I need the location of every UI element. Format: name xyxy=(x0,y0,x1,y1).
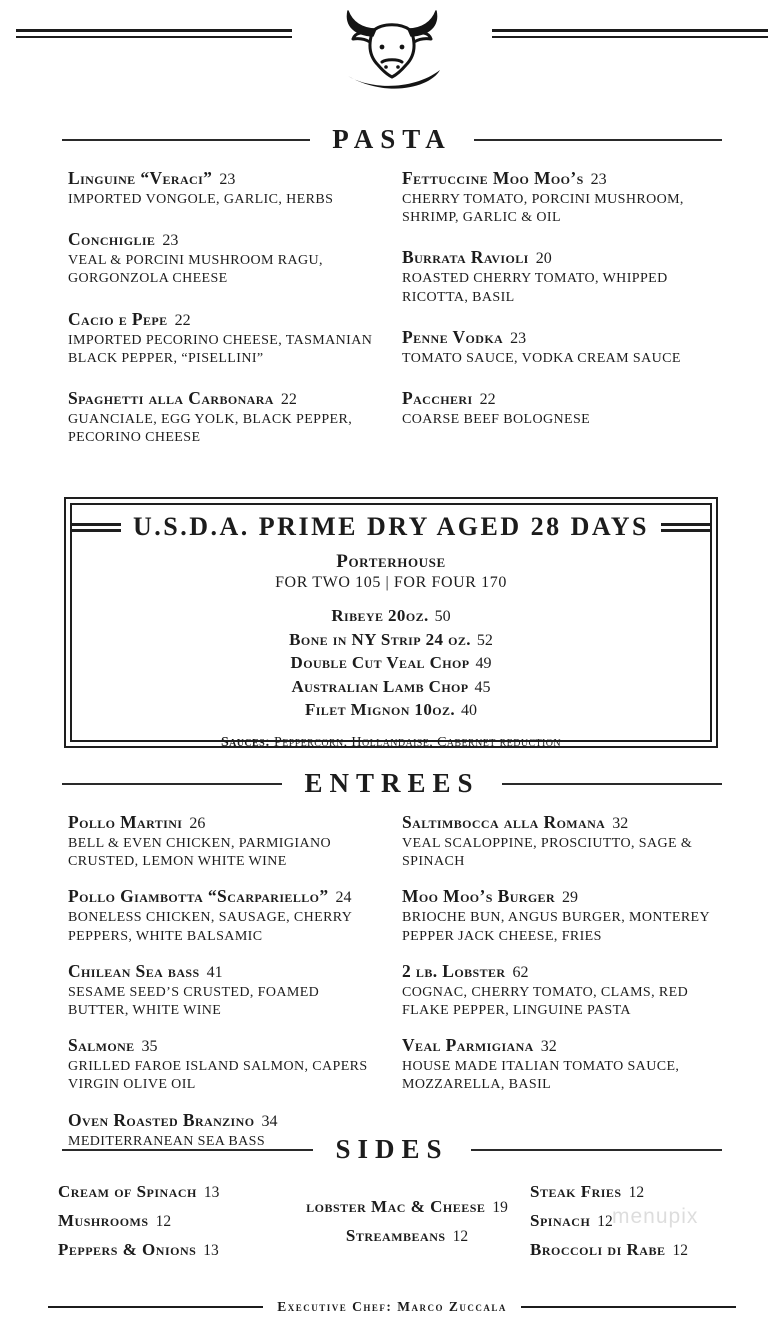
menu-item xyxy=(68,961,376,1020)
porterhouse-detail: FOR TWO 105 | FOR FOUR 170 xyxy=(275,574,507,591)
item-name: Linguine “Veraci” xyxy=(68,168,213,188)
divider-line xyxy=(62,1149,313,1151)
divider-line xyxy=(502,783,722,785)
item-price: 20 xyxy=(535,250,552,268)
menu-item xyxy=(68,168,376,209)
item-name: Australian Lamb Chop xyxy=(291,676,469,696)
pasta-left-column xyxy=(68,168,402,467)
restaurant-logo xyxy=(292,0,492,99)
sides-section-header xyxy=(62,1134,722,1165)
entrees-left-column xyxy=(68,812,402,1166)
item-desc: ROASTED CHERRY TOMATO, WHIPPED RICOTTA, BASIL xyxy=(402,271,668,305)
side-item xyxy=(530,1182,730,1202)
watermark: menupix xyxy=(612,1205,699,1228)
item-price: 40 xyxy=(461,702,478,719)
item-desc: CHERRY TOMATO, PORCINI MUSHROOM, SHRIMP, GARLIC & OIL xyxy=(402,192,684,226)
item-desc: TOMATO SAUCE, VODKA CREAM SAUCE xyxy=(402,350,681,366)
item-price: 52 xyxy=(476,631,493,649)
item-name: Steak Fries xyxy=(530,1182,622,1201)
item-name: Broccoli di Rabe xyxy=(530,1240,666,1259)
item-name: Pollo Giambotta “Scarpariello” xyxy=(68,886,329,907)
executive-chef-credit: Executive Chef: Marco Zuccala xyxy=(277,1299,507,1314)
item-name: Moo Moo’s Burger xyxy=(402,886,556,907)
entrees-right-column xyxy=(402,812,720,1166)
item-desc: IMPORTED PECORINO CHEESE, TASMANIAN BLACK PEPPER, “PISELLINI” xyxy=(68,332,373,366)
item-name: Cacio e Pepe xyxy=(68,308,168,329)
item-desc: VEAL SCALOPPINE, PROSCIUTTO, SAGE & SPINACH xyxy=(402,836,693,870)
item-name: Oven Roasted Branzino xyxy=(68,1109,255,1130)
item-desc: BONELESS CHICKEN, SAUSAGE, CHERRY PEPPERS, WHITE BALSAMIC xyxy=(68,910,352,944)
item-name: Salmone xyxy=(68,1035,135,1056)
item-desc: IMPORTED VONGOLE, GARLIC, HERBS xyxy=(68,192,334,207)
item-price: 23 xyxy=(510,329,527,347)
side-item xyxy=(289,1197,525,1217)
item-name: Paccheri xyxy=(402,387,473,408)
item-name: Mushrooms xyxy=(58,1211,149,1230)
footer xyxy=(48,1299,736,1315)
steak-list xyxy=(72,605,710,723)
item-price: 12 xyxy=(628,1184,645,1201)
item-desc: GUANCIALE, EGG YOLK, BLACK PEPPER, PECORINO CHEESE xyxy=(68,411,353,446)
steak-item xyxy=(72,676,710,700)
dry-aged-box-inner xyxy=(70,503,712,750)
menu-item xyxy=(68,1035,376,1094)
item-price: 23 xyxy=(162,232,179,250)
item-price: 26 xyxy=(189,815,206,832)
pasta-section-header xyxy=(62,124,722,155)
item-desc: COGNAC, CHERRY TOMATO, CLAMS, RED FLAKE PEPPER, LINGUINE PASTA xyxy=(402,984,689,1018)
item-price: 41 xyxy=(206,963,223,981)
section-title-sides: SIDES xyxy=(335,1134,449,1164)
item-name: Spinach xyxy=(530,1211,591,1230)
item-name: Double Cut Veal Chop xyxy=(290,653,470,672)
menu-item xyxy=(402,961,720,1020)
item-price: 22 xyxy=(280,390,297,408)
menu-item xyxy=(68,886,376,945)
entrees-section-header xyxy=(62,768,722,799)
item-name: Chilean Sea bass xyxy=(68,960,200,981)
item-price: 23 xyxy=(219,171,236,188)
menu-item xyxy=(68,229,376,288)
bull-head-icon xyxy=(326,2,458,94)
dry-aged-title-row xyxy=(72,512,710,542)
dry-aged-title: U.S.D.A. PRIME DRY AGED 28 DAYS xyxy=(133,512,649,541)
pasta-right-column xyxy=(402,168,720,467)
item-price: 24 xyxy=(335,889,352,907)
section-title-pasta: PASTA xyxy=(332,124,452,154)
item-name: Ribeye 20oz. xyxy=(331,606,429,625)
item-price: 62 xyxy=(512,963,529,981)
item-desc: SESAME SEED’S CRUSTED, FOAMED BUTTER, WHITE WINE xyxy=(68,984,320,1018)
item-price: 49 xyxy=(475,655,492,672)
item-name: Spaghetti alla Carbonara xyxy=(68,387,274,408)
side-item xyxy=(530,1240,730,1260)
item-price: 12 xyxy=(452,1228,469,1245)
pasta-section xyxy=(68,168,720,467)
item-price: 23 xyxy=(590,171,607,188)
side-item xyxy=(289,1226,525,1246)
item-price: 12 xyxy=(155,1213,172,1230)
steak-item xyxy=(72,605,710,629)
sides-middle-column xyxy=(289,1197,525,1269)
item-name: Penne Vodka xyxy=(402,326,504,347)
porterhouse-name: Porterhouse xyxy=(336,551,446,572)
steak-item xyxy=(72,629,710,653)
double-line xyxy=(72,523,121,532)
item-price: 32 xyxy=(612,815,629,832)
menu-item xyxy=(402,812,720,871)
menu-item xyxy=(68,309,376,368)
item-price: 32 xyxy=(540,1038,557,1056)
divider-line xyxy=(471,1149,722,1151)
item-name: lobster Mac & Cheese xyxy=(306,1197,486,1216)
item-name: Veal Parmigiana xyxy=(402,1035,534,1056)
item-price: 22 xyxy=(479,390,496,408)
item-name: Cream of Spinach xyxy=(58,1182,197,1201)
sides-left-column xyxy=(58,1182,284,1269)
item-desc: VEAL & PORCINI MUSHROOM RAGU, GORGONZOLA CHEESE xyxy=(68,253,323,287)
item-desc: COARSE BEEF BOLOGNESE xyxy=(402,411,591,427)
divider-line xyxy=(474,139,722,141)
item-name: Pollo Martini xyxy=(68,812,183,832)
item-price: 29 xyxy=(562,889,579,907)
menu-item xyxy=(402,886,720,945)
menu-item xyxy=(68,812,376,871)
item-price: 13 xyxy=(203,1184,220,1201)
divider-line xyxy=(521,1306,736,1308)
item-name: Burrata Ravioli xyxy=(402,247,529,268)
item-name: Filet Mignon 10oz. xyxy=(304,700,456,719)
item-desc: HOUSE MADE ITALIAN TOMATO SAUCE, MOZZARELLA, BASIL xyxy=(402,1059,680,1093)
item-price: 35 xyxy=(141,1038,158,1056)
item-name: Fettuccine Moo Moo’s xyxy=(402,168,584,188)
sauces-line xyxy=(72,735,710,751)
item-name: 2 lb. Lobster xyxy=(402,960,506,981)
divider-line xyxy=(62,783,282,785)
item-name: Bone in NY Strip 24 oz. xyxy=(289,629,471,649)
menu-item xyxy=(68,388,376,447)
item-name: Conchiglie xyxy=(68,229,156,250)
sauces-text: Peppercorn, Hollandaise, Cabernet reduction xyxy=(270,734,561,750)
item-price: 12 xyxy=(597,1213,613,1230)
menu-item xyxy=(402,247,720,306)
menu-item xyxy=(402,1035,720,1094)
item-name: Saltimbocca alla Romana xyxy=(402,812,606,832)
menu-item xyxy=(402,327,720,368)
item-price: 50 xyxy=(434,608,451,625)
item-name: Streambeans xyxy=(345,1226,446,1245)
section-title-entrees: ENTREES xyxy=(304,768,480,798)
item-desc: GRILLED FAROE ISLAND SALMON, CAPERS VIRGIN OLIVE OIL xyxy=(68,1059,368,1093)
double-line xyxy=(661,523,710,532)
entrees-section xyxy=(68,812,720,1166)
menu-item xyxy=(402,168,720,227)
menu-item xyxy=(402,388,720,429)
divider-line xyxy=(48,1306,263,1308)
item-price: 13 xyxy=(203,1242,219,1259)
item-price: 12 xyxy=(672,1242,688,1259)
item-price: 34 xyxy=(261,1112,278,1130)
item-desc: BRIOCHE BUN, ANGUS BURGER, MONTEREY PEPPER JACK CHEESE, FRIES xyxy=(402,910,710,944)
steak-item xyxy=(72,652,710,676)
item-price: 22 xyxy=(174,311,191,329)
item-price: 45 xyxy=(474,678,491,696)
divider-line xyxy=(62,139,310,141)
side-item xyxy=(58,1240,284,1260)
item-desc: BELL & EVEN CHICKEN, PARMIGIANO CRUSTED, LEMON WHITE WINE xyxy=(68,836,331,870)
dry-aged-box xyxy=(64,497,718,748)
item-desc: MEDITERRANEAN SEA BASS xyxy=(68,1133,266,1149)
side-item xyxy=(58,1182,284,1202)
item-name: Peppers & Onions xyxy=(58,1240,197,1259)
item-price: 19 xyxy=(492,1199,508,1216)
side-item xyxy=(58,1211,284,1231)
steak-item xyxy=(72,699,710,723)
sauces-label: Sauces: xyxy=(221,734,271,750)
